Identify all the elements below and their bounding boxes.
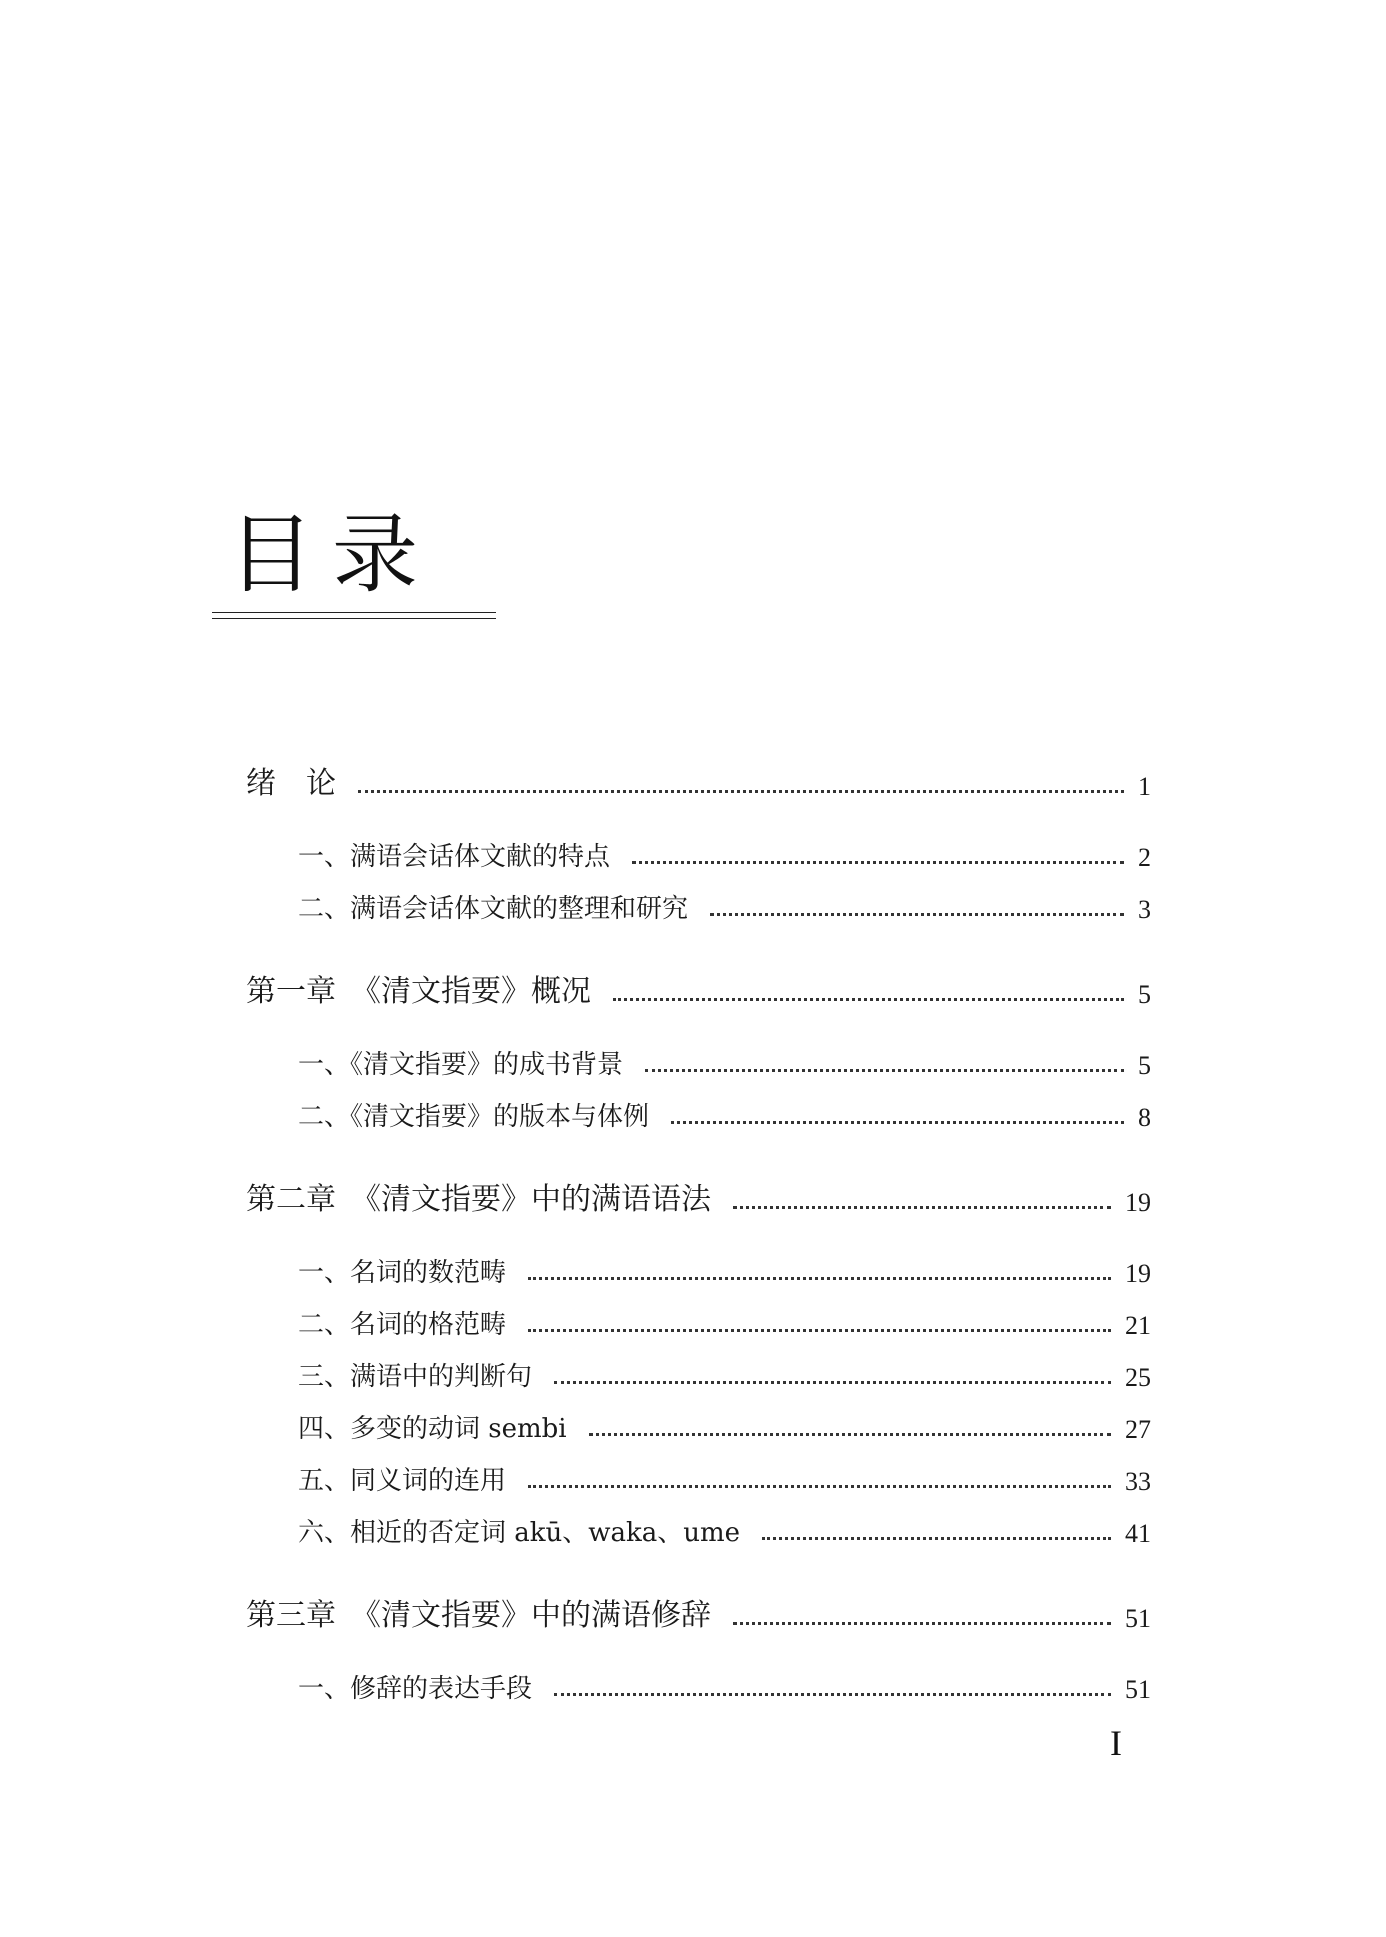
toc-entry-page: 2 [1138,843,1151,872]
dot-leader [554,1693,1111,1696]
toc-entry-label: 五、同义词的连用 [298,1466,507,1496]
toc-entry-section[interactable] [298,888,1151,925]
page-title: 目录 [228,505,436,605]
dot-leader [528,1277,1111,1280]
dot-leader [671,1121,1124,1124]
toc-entry-label: 六、相近的否定词 akū、waka、ume [298,1518,741,1548]
toc-entry-label: 绪 论 [246,766,336,801]
dot-leader [358,790,1124,793]
toc-entry-page: 51 [1125,1604,1151,1633]
toc-entry-section[interactable] [298,1356,1151,1393]
toc-entry-section[interactable] [298,1044,1151,1081]
toc-entry-section[interactable] [298,1096,1151,1133]
toc-entry-page: 25 [1125,1363,1151,1392]
toc-entry-chapter-2[interactable] [246,1174,1151,1218]
dot-leader [613,998,1124,1001]
toc-entry-page: 51 [1125,1675,1151,1704]
toc-entry-chapter-3[interactable] [246,1590,1151,1634]
toc-entry-chapter-1[interactable] [246,966,1151,1010]
toc-entry-label: 三、满语中的判断句 [298,1362,533,1392]
toc-entry-label: 四、多变的动词 sembi [298,1414,567,1444]
dot-leader [528,1485,1111,1488]
toc-entry-page: 33 [1125,1467,1151,1496]
toc-entry-page: 41 [1125,1519,1151,1548]
toc-entry-page: 19 [1125,1188,1151,1217]
toc-entry-label: 一、修辞的表达手段 [298,1674,533,1704]
toc-entry-section[interactable] [298,1460,1151,1497]
toc-entry-page: 8 [1138,1103,1151,1132]
toc-entry-page: 1 [1138,772,1151,801]
toc-entry-section[interactable] [298,1304,1151,1341]
dot-leader [554,1381,1111,1384]
toc-entry-page: 27 [1125,1415,1151,1444]
dot-leader [645,1069,1124,1072]
toc-entry-label: 第三章 《清文指要》中的满语修辞 [246,1598,711,1633]
toc-entry-introduction[interactable] [246,758,1151,802]
toc-entry-page: 3 [1138,895,1151,924]
toc-entry-label: 一、《清文指要》的成书背景 [298,1050,624,1080]
dot-leader [710,913,1124,916]
toc-entry-page: 21 [1125,1311,1151,1340]
toc-entry-section[interactable] [298,836,1151,873]
toc-entry-label: 二、《清文指要》的版本与体例 [298,1102,650,1132]
toc-entry-section[interactable] [298,1408,1151,1445]
toc-entry-page: 19 [1125,1259,1151,1288]
toc-entry-label: 第一章 《清文指要》概况 [246,974,591,1009]
toc-entry-label: 二、名词的格范畴 [298,1310,507,1340]
toc-entry-page: 5 [1138,980,1151,1009]
dot-leader [528,1329,1111,1332]
dot-leader [632,861,1124,864]
dot-leader [589,1433,1111,1436]
toc-entry-page: 5 [1138,1051,1151,1080]
toc-entry-label: 第二章 《清文指要》中的满语语法 [246,1182,711,1217]
toc-entry-section[interactable] [298,1668,1151,1705]
toc-entry-label: 一、名词的数范畴 [298,1258,507,1288]
page-folio: I [1110,1723,1122,1763]
toc-entry-label: 一、满语会话体文献的特点 [298,842,611,872]
dot-leader [733,1206,1111,1209]
toc-entry-section[interactable] [298,1512,1151,1549]
dot-leader [762,1537,1111,1540]
toc-entry-section[interactable] [298,1252,1151,1289]
dot-leader [733,1622,1111,1625]
toc-entry-label: 二、满语会话体文献的整理和研究 [298,894,689,924]
